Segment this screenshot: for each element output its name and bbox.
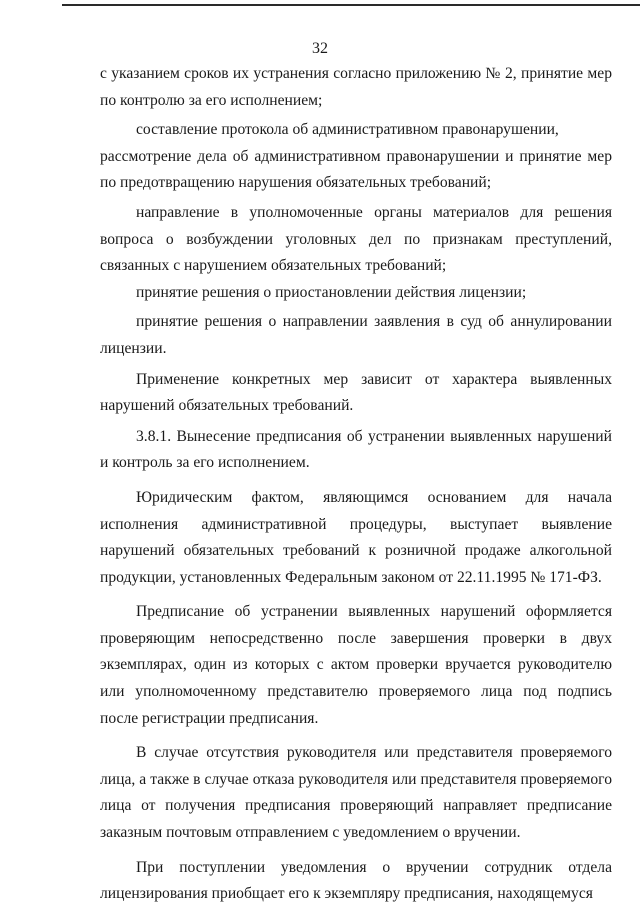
paragraph-9: Юридическим фактом, являющимся основанием для начала исполнения административной процедуры, выступает выявление нарушений обязательных требований к розничной продаже алкогольной продукции, установленных Федеральным законом от 22.11.1995 № 171-ФЗ. — [100, 488, 612, 586]
paragraph-2: составление протокола об административном правонарушении, — [136, 121, 559, 139]
paragraph-10: Предписание об устранении выявленных нарушений оформляется проверяющим непосредственно после завершения проверки в двух экземплярах, один из которых с актом проверки вручается руководителю или уполномоченному представителю проверяемого лица под подпись после регистрации предписания. — [100, 603, 612, 727]
paragraph-11: В случае отсутствия руководителя или представителя проверяемого лица, а также в случае отказа руководителя или представителя проверяемого лица от получения предписания проверяющий направляет предписание заказным почтовым отправлением с уведомлением о вручении. — [100, 744, 612, 842]
page-number: 32 — [312, 40, 328, 57]
document-body — [100, 61, 612, 908]
paragraph-5: принятие решения о приостановлении действия лицензии; — [136, 283, 527, 301]
paragraph-6: принятие решения о направлении заявления в суд об аннулировании лицензии. — [100, 313, 612, 357]
paragraph-1: с указанием сроков их устранения согласно приложению № 2, принятие мер по контролю за его исполнением; — [100, 65, 612, 109]
paragraph-8: 3.8.1. Вынесение предписания об устранении выявленных нарушений и контроль за его исполнением. — [100, 427, 612, 472]
paragraph-3: рассмотрение дела об административном правонарушении и принятие мер по предотвращению нарушения обязательных требований; — [100, 147, 612, 192]
paragraph-12: При поступлении уведомления о вручении сотрудник отдела лицензирования приобщает его к экземпляру предписания, находящемуся — [100, 858, 612, 903]
top-border-line — [62, 4, 640, 6]
paragraph-7: Применение конкретных мер зависит от характера выявленных нарушений обязательных требований. — [100, 370, 612, 415]
paragraph-4: направление в уполномоченные органы материалов для решения вопроса о возбуждении уголовных дел по признакам преступлений, связанных с нарушением обязательных требований; — [100, 203, 612, 275]
